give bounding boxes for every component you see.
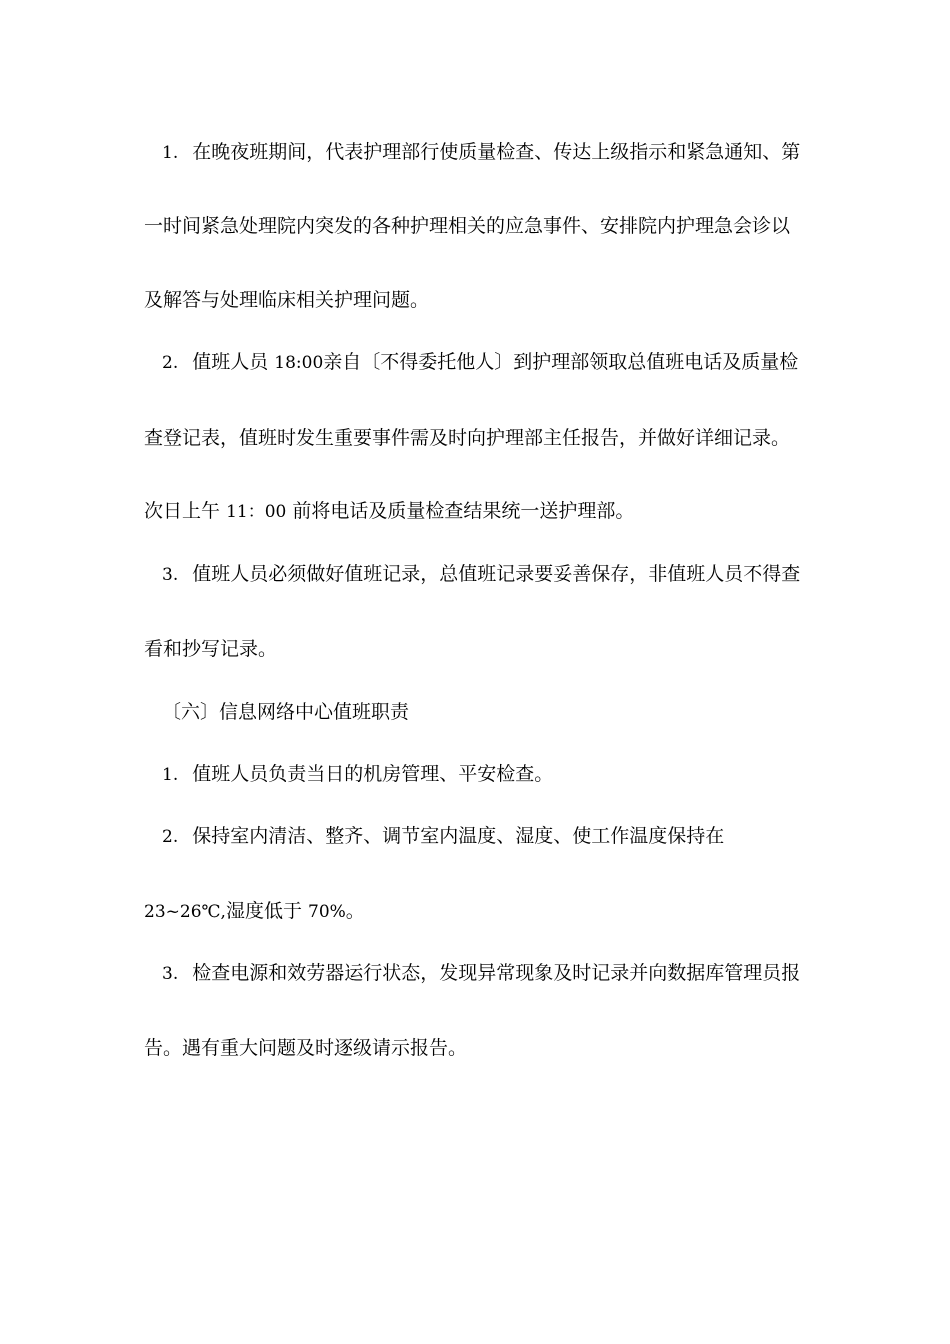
heading-text: 〔六〕信息网络中心值班职责 — [162, 701, 410, 723]
line-text: 及解答与处理临床相关护理问题。 — [144, 289, 430, 311]
line-text: 值班人员 — [192, 351, 269, 373]
line-text: 告。遇有重大问题及时逐级请示报告。 — [144, 1037, 468, 1059]
line-text: 检查电源和效劳器运行状态，发现异常现象及时记录并向数据库管理员报 — [192, 962, 801, 984]
list-number: 3. — [162, 964, 179, 984]
time-value: 18:00 — [274, 353, 324, 373]
line-text: 值班人员必须做好值班记录，总值班记录要妥善保存，非值班人员不得查 — [192, 563, 801, 585]
line-text: 次日上午 — [144, 500, 221, 522]
line-text: 。 — [345, 900, 365, 922]
line-text: 前将电话及质量检查结果统一送护理部。 — [292, 500, 635, 522]
paragraph-line — [144, 426, 790, 450]
list-number: 1. — [162, 143, 179, 163]
paragraph-line — [144, 899, 365, 924]
paragraph-line — [144, 288, 429, 312]
line-text: 亲自〔不得委托他人〕到护理部领取总值班电话及质量检 — [323, 351, 799, 373]
list-number: 2. — [162, 827, 179, 847]
line-text: 湿度低于 — [225, 900, 302, 922]
temperature-range: 23~26℃, — [144, 902, 226, 922]
paragraph-line — [162, 824, 724, 849]
line-text: 看和抄写记录。 — [144, 638, 278, 660]
paragraph-line — [144, 214, 790, 238]
paragraph-line — [144, 1036, 467, 1060]
paragraph-line — [162, 562, 800, 587]
humidity-value: 70% — [308, 902, 346, 922]
paragraph-line — [162, 350, 798, 375]
list-number: 2. — [162, 353, 179, 373]
line-text: 一时间紧急处理院内突发的各种护理相关的应急事件、安排院内护理急会诊以 — [144, 215, 791, 237]
line-text: 查登记表，值班时发生重要事件需及时向护理部主任报告，并做好详细记录。 — [144, 427, 791, 449]
line-text: 在晚夜班期间，代表护理部行使质量检查、传达上级指示和紧急通知、第 — [192, 141, 801, 163]
time-value: 11：00 — [226, 502, 287, 522]
paragraph-line — [162, 140, 800, 165]
list-number: 1. — [162, 765, 179, 785]
paragraph-line — [144, 637, 277, 661]
section-heading — [162, 700, 409, 724]
line-text: 保持室内清洁、整齐、调节室内温度、湿度、使工作温度保持在 — [192, 825, 725, 847]
paragraph-line — [162, 762, 553, 787]
paragraph-line — [162, 961, 800, 986]
paragraph-line — [144, 499, 634, 524]
line-text: 值班人员负责当日的机房管理、平安检查。 — [192, 763, 554, 785]
list-number: 3. — [162, 565, 179, 585]
